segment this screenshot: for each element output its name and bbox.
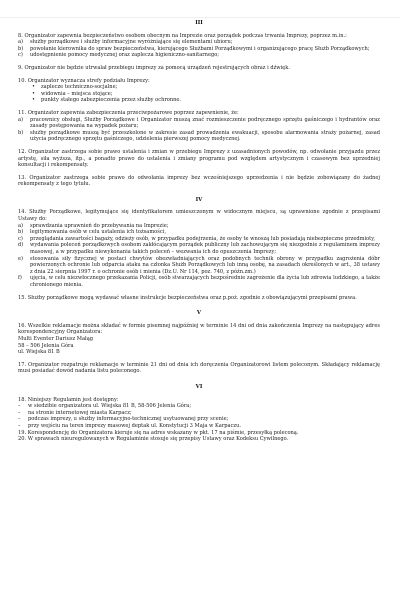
bullet-icon: • [32,97,36,104]
list-item: zaplecze techniczno-socjalne; [41,84,118,91]
paragraph-8 [18,33,380,59]
list-marker: a) [18,116,24,123]
list-item: legitymowania osób w celu ustalenia ich tożsamości, [30,229,166,236]
address-street: ul. Wiejska 81 B [18,349,60,356]
list-item: sprawdzania uprawnień do przebywania na Imprezie; [30,222,169,229]
address-name: Multi Eventer Dariusz Małąg [18,335,94,342]
paragraph-17: 17. Organizator rozpatruje reklamacje w terminie 21 dni od dnia ich doręczenia Organizatorowi listem poleconym. Składający reklamację musi posiadać dowód nadania listu poleconego. [18,361,380,375]
list-marker: a) [18,222,24,229]
dash-marker: – [18,409,21,416]
list-item: powołanie kierownika do spraw bezpieczeństwa, kierującego Służbami Porządkowymi i organizującego pracę Służb Porządkowych; [30,45,370,52]
dash-marker: – [18,403,21,410]
dash-marker: – [18,416,21,423]
list-marker: b) [18,229,24,236]
list-marker: f) [18,275,22,282]
paragraph-13: 13. Organizator zastrzega sobie prawo do odwołania imprezy bez wcześniejszego uprzedzenia i nie będzie zobowiązany do żadnej rekompensaty z tego tytułu. [18,174,380,188]
list-item: służby porządkowe i służby informacyjne wyróżniające się elementami ubioru; [30,39,233,46]
list-marker: b) [18,45,24,52]
list-item: wydawania poleceń porządkowych osobom zakłócającym porządek publiczny lub zachowującym się niezgodnie z regulaminem imprezy masowej, a w przypadku niewykonania takich poleceń – wezwania ich do opuszczenia Imprezy; [30,242,380,256]
list-item: przeglądania zawartości bagaży, odzieży osób, w przypadku podejrzenia, że osoby te wnoszą lub posiadają niebezpieczne przedmioty, [30,235,376,242]
paragraph-11-lead: 11. Organizator zapewnia zabezpieczenia przeciwpożarowe poprzez zapewnienie, że: [18,109,239,116]
bullet-icon: • [32,90,36,97]
list-item: udostępnienie pomocy medycznej oraz zaplecza higieniczno-sanitarnego; [30,52,220,59]
paragraph-9: 9. Organizator nie będzie utrwalał przebiegu imprezy za pomocą urządzeń rejestrujących obraz i dźwięk. [18,64,291,71]
list-marker: c) [18,52,23,59]
section-heading-iv: IV [195,196,203,203]
paragraph-19: 19. Korespondencję do Organizatora kieruje się na adres wskazany w pkt. 17 na piśmie, przesyłką poleconą. [18,429,299,436]
paragraph-14 [18,209,380,288]
address-city: 58 – 506 Jelenia Góra [18,342,74,349]
paragraph-14-lead: 14. Służby Porządkowe, legitymujące się identyfikatorem umieszczonym w widocznym miejscu, są uprawnione zgodnie z przepisami Ustawy do: [18,209,380,223]
list-item: widownia – miejsca stojące; [41,90,113,97]
paragraph-20: 20. W sprawach nieuregulowanych w Regulaminie stosuje się przepisy Ustawy oraz Kodeksu Cywilnego. [18,436,289,443]
page-content [18,20,380,443]
list-item: podczas imprezy, u służby informacyjno-technicznej usytuowanej przy scenie; [28,416,229,423]
paragraph-8-lead: 8. Organizator zapewnia bezpieczeństwo osobom obecnym na Imprezie oraz porządek podczas trwania Imprezy, poprzez m.in.: [18,32,347,39]
list-item: w siedzibie organizatora ul. Wiejska 81 B, 58-506 Jelenia Góra; [28,403,192,410]
section-heading-iii: III [195,20,203,26]
paragraph-16-lead: 16. Wszelkie reklamacje można składać w formie pisemnej najpóźniej w terminie 14 dni od dnia zakończenia Imprezy na następujący adres korespondencyjny Organizatora: [18,322,380,336]
list-marker: d) [18,242,24,249]
section-heading-v: V [196,310,202,317]
paragraph-10 [18,78,380,104]
list-marker: a) [18,39,24,46]
paragraph-15: 15. Służby porządkowe mogą wydawać własne instrukcje bezpieczeństwa oraz p.poż. zgodnie z obowiązującymi przepisami prawa. [18,294,357,301]
list-marker: c) [18,235,23,242]
section-heading-vi: VI [195,383,203,390]
list-item: na stronie internetowej miasta Karpacz; [28,409,132,416]
paragraph-18-lead: 18. Niniejszy Regulamin jest dostępny: [18,396,119,403]
dash-marker: – [18,422,21,429]
list-item: punkty stałego zabezpieczenia przez służby ochronne. [41,97,182,104]
bullet-icon: • [32,84,36,91]
list-item: ujęcia, w celu niezwłocznego przekazania Policji, osób stwarzających bezpośrednie zagrożenie dla życia lub zdrowia ludzkiego, a także chronionego mienia. [30,275,380,288]
paragraph-11 [18,110,380,143]
list-marker: e) [18,255,24,262]
list-item: przy wejściu na teren imprezy masowej deptak ul. Konstytucji 3 Maja w Karpaczu. [28,422,242,429]
list-item: stosowania siły fizycznej w postaci chwytów obezwładniających oraz podobnych technik obrony w przypadku zagrożenia dóbr powierzonych ochronie lub odparcia ataku na członka Służb Porządkowych lub inną osobę, na zasadach określonych w art., 38 ustawy z dnia 22 sierpnia 1997 r. o ochronie osób i mienia (Dz.U. Nr 114, poz. 740, z późn.zm.) [30,255,380,275]
list-item: służby porządkowe muszą być przeszkolone w zakresie zasad prowadzenia ewakuacji, sposobu alarmowania straży pożarnej, zasad użycia podręcznego sprzętu gaśniczego, udzielenia pierwszej pomocy medycznej. [30,129,380,143]
page-top-edge [0,0,400,18]
paragraph-16 [18,323,380,356]
paragraph-12: 12. Organizator zastrzega sobie prawo ustalenia i zmian w przebiegu Imprezy z uzasadnionych powodów, np. odwołanie przyjazdu przez artystę, siła wyższa, itp., a ponadto prawo do ustalenia i zmiany programu pod względem artystycznym i czasowym bez uprzedniej konsultacji i rekompensaty. [18,148,380,169]
list-item: pracownicy obsługi, Służby Porządkowe i Organizator muszą znać rozmieszczenie podręcznego sprzętu gaśniczego i hydrantów oraz zasady postępowania na wypadek pożaru; [30,116,380,130]
list-marker: b) [18,129,24,136]
paragraph-10-lead: 10. Organizator wyznacza strefy podziału Imprezy: [18,77,150,84]
paragraph-18 [18,397,380,430]
